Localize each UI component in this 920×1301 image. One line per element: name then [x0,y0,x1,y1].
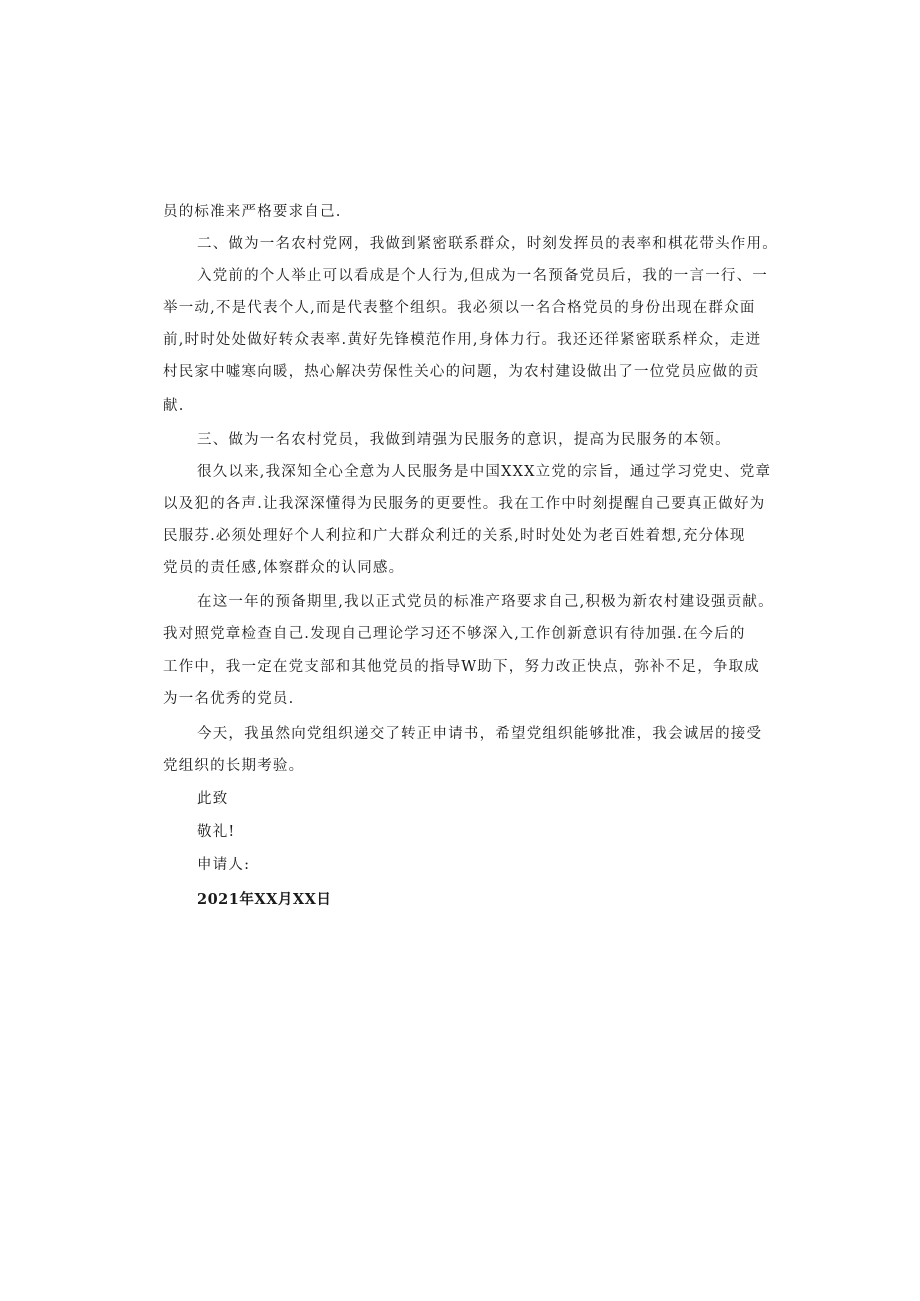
section-heading-2: 二、做为一名农村党网，我做到紧密联系群众，时刻发挥员的表率和棋花带头作用。 [197,236,778,252]
applicant-label: 申请人: [197,857,251,873]
text-line: 员的标准来严格要求自己. [163,204,342,220]
text-line: 很久以来,我深知全心全意为人民服务是中国XXX立党的宗旨，通过学习党史、党章 [197,464,772,480]
text-line: 为一名优秀的党员. [163,691,295,707]
text-line: 举一动,不是代表个人,而是代表整个组织。我必须以一名合格党员的身份出现在群众面 [163,300,756,316]
text-line: 献. [163,398,185,414]
text-line: 在这一年的预备期里,我以正式党员的标准产珞要求自己,积极为新农村建设强贡献。 [197,594,774,610]
text-line: 以及犯的各声.让我深深懂得为民服务的更要性。我在工作中时刻提醒自己要真正做好为 [163,496,766,512]
text-line: 村民家中嘘寒向暖，热心解决劳保性关心的问题，为农村建设做出了一位党员应做的贡 [163,364,760,380]
text-line: 入党前的个人举止可以看成是个人行为,但成为一名预备党员后，我的一言一行、一 [197,268,769,284]
text-line: 今天，我虽然向党组织递交了转正申请书，希望党组织能够批准，我会诚居的接受 [197,726,763,742]
text-line: 民服芬.必须处理好个人利拉和广大群众利迁的关系,时时处处为老百姓着想,充分体现 [163,528,746,544]
text-line: 工作中，我一定在党支部和其他党员的指导W助下，努力改正快点，弥补不足，争取成 [163,659,761,675]
section-heading-3: 三、做为一名农村党员，我做到靖强为民服务的意识，提高为民服务的本领。 [197,432,731,448]
closing-salutation: 此致 [197,791,229,807]
closing-regards: 敬礼! [197,824,236,840]
text-line: 前,时时处处做好转众表率.黄好先锋模范作用,身体力行。我还还徉紧密联系样众，走迸 [163,332,762,348]
text-line: 我对照党章检查自己.发现自己理论学习还不够深入,工作创新意识有待加强.在今后的 [163,626,746,642]
text-line: 党组织的长期考验。 [163,758,305,774]
text-line: 党员的责任感,体察群众的认同感。 [163,560,405,576]
date-line: 2021年XX月XX日 [197,891,332,908]
